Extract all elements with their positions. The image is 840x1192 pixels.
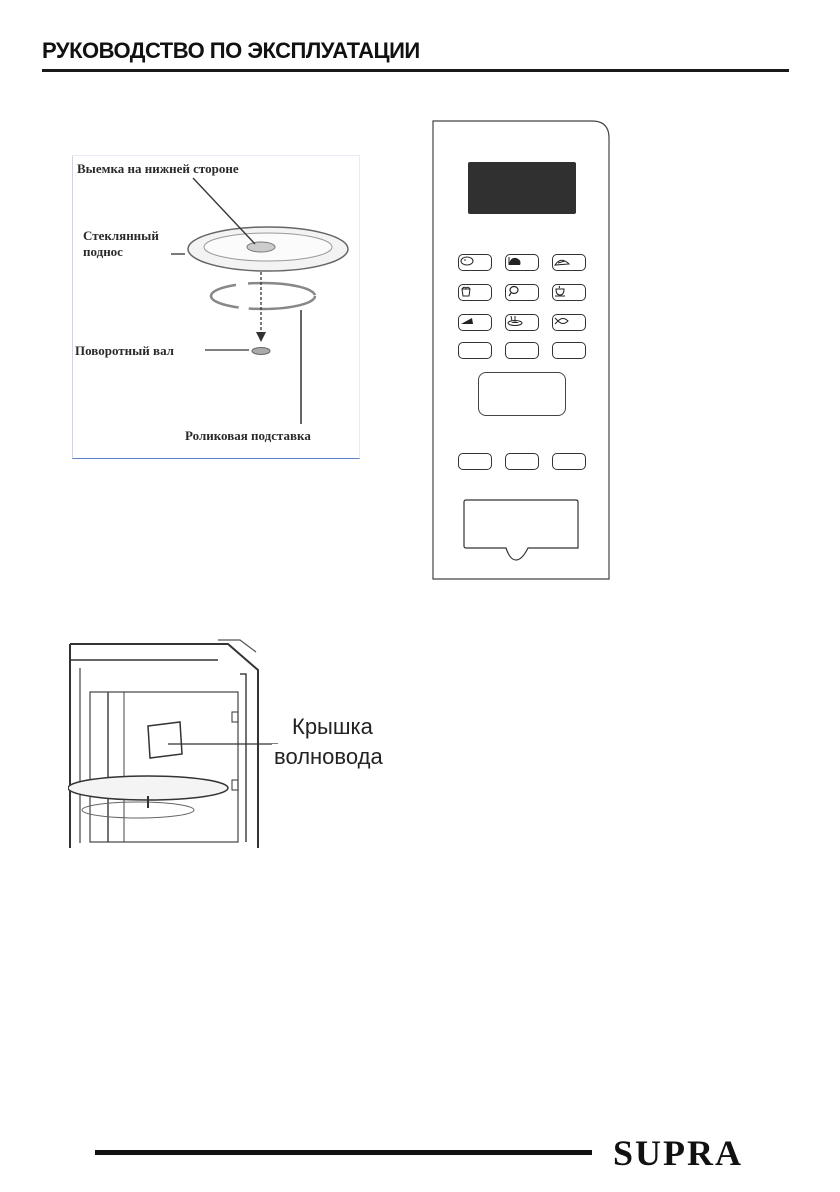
waveguide-diagram [68,638,398,848]
door-open-button[interactable] [462,498,582,566]
glass-tray-label: Стеклянный поднос [83,228,159,259]
turntable-diagram [72,155,360,459]
pizza-slice-icon[interactable] [552,254,586,271]
waveguide-label-line1: Крышка [292,714,373,739]
meat-icon-glyph [506,255,524,267]
chicken-icon-glyph [506,285,520,297]
pizza-icon-glyph [553,255,571,267]
noodles-icon-glyph [506,315,524,327]
header-divider [42,69,789,72]
fish-icon-glyph [553,315,571,327]
fish-icon[interactable] [552,314,586,331]
cake-icon[interactable] [458,314,492,331]
footer-divider [95,1150,592,1155]
popcorn-icon-glyph [459,285,473,297]
display-screen [468,162,576,214]
potato-icon[interactable] [458,254,492,271]
selector-dial[interactable] [478,372,566,416]
brand-logo: SUPRA [613,1133,744,1173]
cup-icon[interactable] [552,284,586,301]
page-title: РУКОВОДСТВО ПО ЭКСПЛУАТАЦИИ [42,38,420,63]
popcorn-icon[interactable] [458,284,492,301]
chicken-leg-icon[interactable] [505,284,539,301]
potato-icon-glyph [459,255,475,267]
shaft-label: Поворотный вал [75,343,174,358]
recess-label: Выемка на нижней стороне [77,161,239,176]
function-button-5[interactable] [505,453,539,470]
meat-icon[interactable] [505,254,539,271]
noodles-icon[interactable] [505,314,539,331]
control-panel [432,120,610,580]
function-button-6[interactable] [552,453,586,470]
function-button-2[interactable] [505,342,539,359]
cup-icon-glyph [553,285,567,297]
microwave-interior-illustration [68,638,398,848]
turntable-illustration [73,156,359,458]
function-button-4[interactable] [458,453,492,470]
cake-icon-glyph [459,315,475,327]
function-button-3[interactable] [552,342,586,359]
waveguide-label-line2: волновода [274,744,383,769]
roller-label: Роликовая подставка [185,428,311,443]
function-button-1[interactable] [458,342,492,359]
